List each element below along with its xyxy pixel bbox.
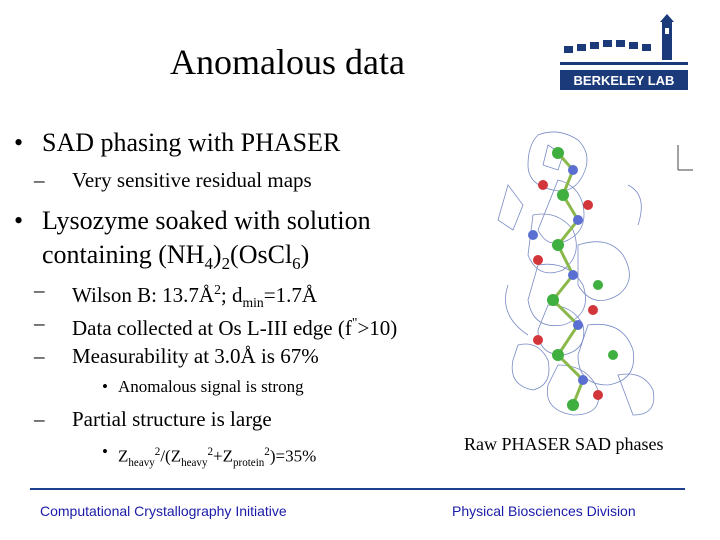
dash-icon: – (34, 278, 45, 302)
footer-left: Computational Crystallography Initiative (40, 503, 287, 519)
figure-caption: Raw PHASER SAD phases (464, 434, 664, 454)
bullet-icon: • (14, 128, 24, 157)
subbullet-os-edge: – Data collected at Os L-III edge (f">10) (34, 311, 398, 340)
bullet-lysozyme: • Lysozyme soaked with solution containing $(NH_4)_2(OsCl_6)$ (14, 206, 371, 274)
subbullet-residual-maps: – Very sensitive residual maps (34, 168, 312, 192)
footer-right: Physical Biosciences Division (452, 503, 636, 519)
dash-icon: – (34, 168, 45, 192)
logo-text: BERKELEY LAB (573, 73, 675, 88)
subbullet-partial-structure: – Partial structure is large (34, 407, 272, 431)
dash-icon: – (34, 407, 45, 431)
subsub-anomalous-signal: • Anomalous signal is strong (102, 377, 304, 396)
subsub-formula: • $Z_{heavy}^2/(Z_{heavy}^2+Z_{protein}^2)=35\%$ (102, 442, 317, 470)
footer-rule (30, 488, 685, 490)
dash-icon: – (34, 311, 45, 335)
bullet-icon: • (102, 442, 108, 461)
slide-title: Anomalous data (170, 42, 405, 82)
bullet-icon: • (14, 206, 24, 235)
subbullet-measurability: – Measurability at 3.0Å is 67% (34, 344, 319, 368)
subbullet-wilson: – Wilson B: $13.7Å^2$; $d_{min}=1.7Å$ (34, 278, 317, 311)
berkeley-lab-logo (560, 10, 710, 95)
dash-icon: – (34, 344, 45, 368)
bullet-icon: • (102, 377, 108, 396)
electron-density-figure (478, 125, 708, 425)
bullet-sad-phasing: • SAD phasing with PHASER (42, 126, 340, 160)
